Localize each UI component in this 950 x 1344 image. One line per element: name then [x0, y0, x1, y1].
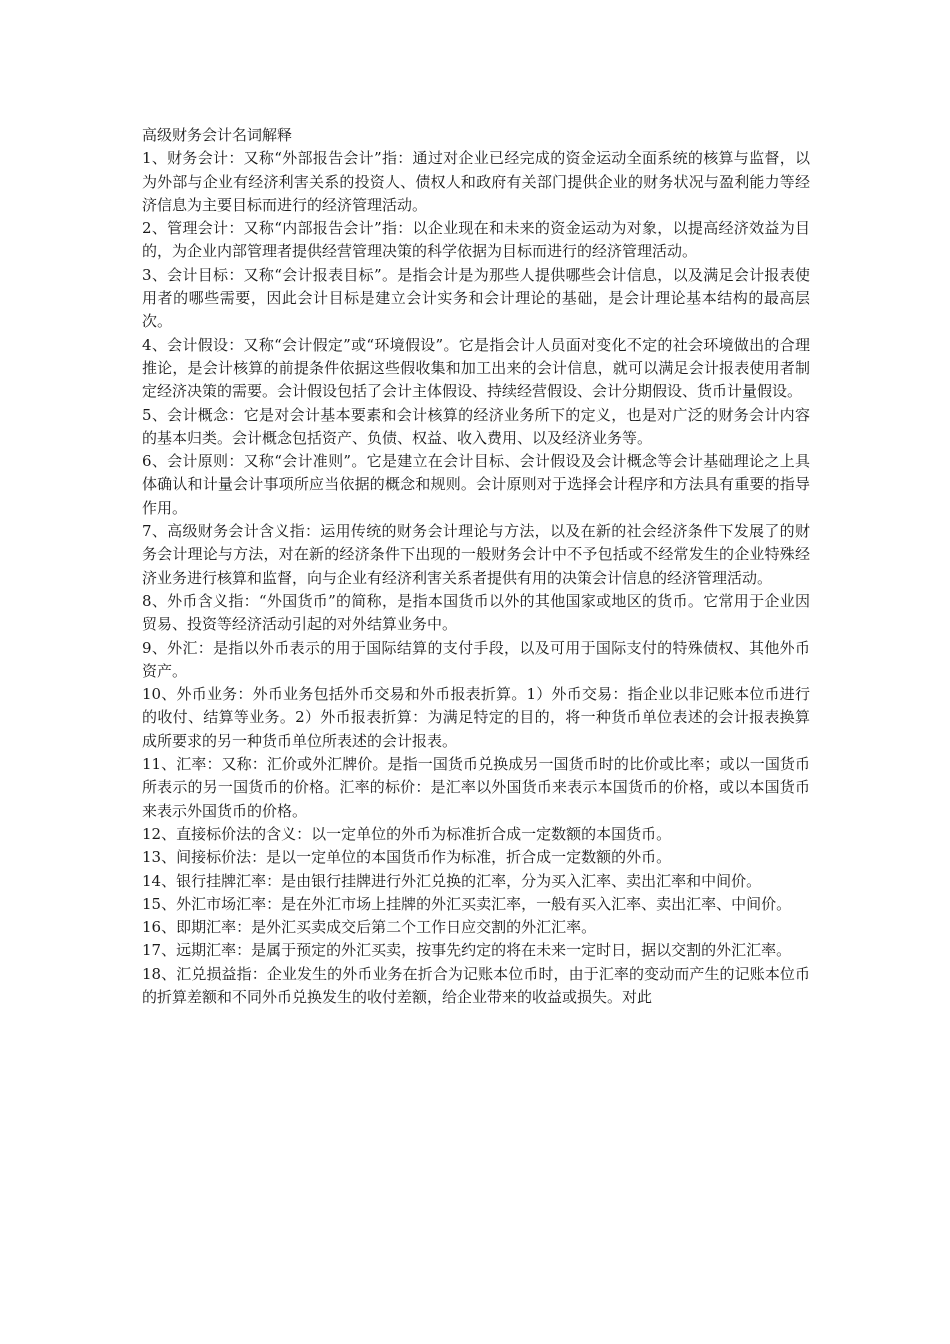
term-paragraph-10: 10、外币业务：外币业务包括外币交易和外币报表折算。1）外币交易：指企业以非记账本位币进行的收付、结算等业务。2）外币报表折算：为满足特定的目的，将一种货币单位表述的会计报表换算成所要求的另一种货币单位所表述的会计报表。 [142, 685, 810, 750]
term-paragraph-16: 16、即期汇率：是外汇买卖成交后第二个工作日应交割的外汇汇率。 [142, 918, 597, 937]
term-paragraph-11: 11、汇率：又称：汇价或外汇牌价。是指一国货币兑换成另一国货币时的比价或比率；或以一国货币所表示的另一国货币的价格。汇率的标价：是汇率以外国货币来表示本国货币的价格，或以本国货币来表示外国货币的价格。 [142, 755, 810, 820]
term-paragraph-15: 15、外汇市场汇率：是在外汇市场上挂牌的外汇买卖汇率，一般有买入汇率、卖出汇率、中间价。 [142, 894, 792, 913]
term-paragraph-13: 13、间接标价法：是以一定单位的本国货币作为标准，折合成一定数额的外币。 [142, 848, 672, 867]
term-paragraph-6: 6、会计原则：又称“会计准则”。它是建立在会计目标、会计假设及会计概念等会计基础理论之上具体确认和计量会计事项所应当依据的概念和规则。会计原则对于选择会计程序和方法具有重要的指导作用。 [142, 452, 810, 517]
term-paragraph-5: 5、会计概念：它是对会计基本要素和会计核算的经济业务所下的定义，也是对广泛的财务会计内容的基本归类。会计概念包括资产、负债、权益、收入费用、以及经济业务等。 [142, 405, 810, 447]
term-paragraph-18: 18、汇兑损益指：企业发生的外币业务在折合为记账本位币时，由于汇率的变动而产生的记账本位币的折算差额和不同外币兑换发生的收付差额，给企业带来的收益或损失。对此 [142, 964, 810, 1006]
term-paragraph-8: 8、外币含义指：“外国货币”的简称，是指本国货币以外的其他国家或地区的货币。它常用于企业因贸易、投资等经济活动引起的对外结算业务中。 [142, 591, 810, 634]
term-paragraph-4: 4、会计假设：又称“会计假定”或“环境假设”。它是指会计人员面对变化不定的社会环境做出的合理推论，是会计核算的前提条件依据这些假收集和加工出来的会计信息，就可以满足会计报表使用者制定经济决策的需要。会计假设包括了会计主体假设、持续经营假设、会计分期假设、货币计量假设。 [142, 335, 810, 401]
term-paragraph-12: 12、直接标价法的含义：以一定单位的外币为标准折合成一定数额的本国货币。 [142, 824, 672, 843]
term-paragraph-9: 9、外汇：是指以外币表示的用于国际结算的支付手段，以及可用于国际支付的特殊债权、其他外币资产。 [142, 638, 810, 680]
document-body [142, 124, 810, 1009]
term-paragraph-17: 17、远期汇率：是属于预定的外汇买卖，按事先约定的将在未来一定时日，据以交割的外汇汇率。 [142, 941, 792, 960]
term-paragraph-7: 7、高级财务会计含义指：运用传统的财务会计理论与方法，以及在新的社会经济条件下发展了的财务会计理论与方法，对在新的经济条件下出现的一般财务会计中不予包括或不经常发生的企业特殊经济业务进行核算和监督，向与企业有经济利害关系者提供有用的决策会计信息的经济管理活动。 [142, 522, 810, 587]
term-paragraph-2: 2、管理会计：又称“内部报告会计”指：以企业现在和未来的资金运动为对象，以提高经济效益为目的，为企业内部管理者提供经营管理决策的科学依据为目标而进行的经济管理活动。 [142, 219, 810, 261]
document-title: 高级财务会计名词解释 [142, 126, 293, 144]
term-paragraph-14: 14、银行挂牌汇率：是由银行挂牌进行外汇兑换的汇率，分为买入汇率、卖出汇率和中间价。 [142, 871, 762, 890]
term-paragraph-1: 1、财务会计：又称“外部报告会计”指：通过对企业已经完成的资金运动全面系统的核算与监督，以为外部与企业有经济利害关系的投资人、债权人和政府有关部门提供企业的财务状况与盈利能力等经济信息为主要目标而进行的经济管理活动。 [142, 149, 810, 214]
term-paragraph-3: 3、会计目标：又称“会计报表目标”。是指会计是为那些人提供哪些会计信息，以及满足会计报表使用者的哪些需要，因此会计目标是建立会计实务和会计理论的基础，是会计理论基本结构的最高层次。 [142, 265, 810, 331]
